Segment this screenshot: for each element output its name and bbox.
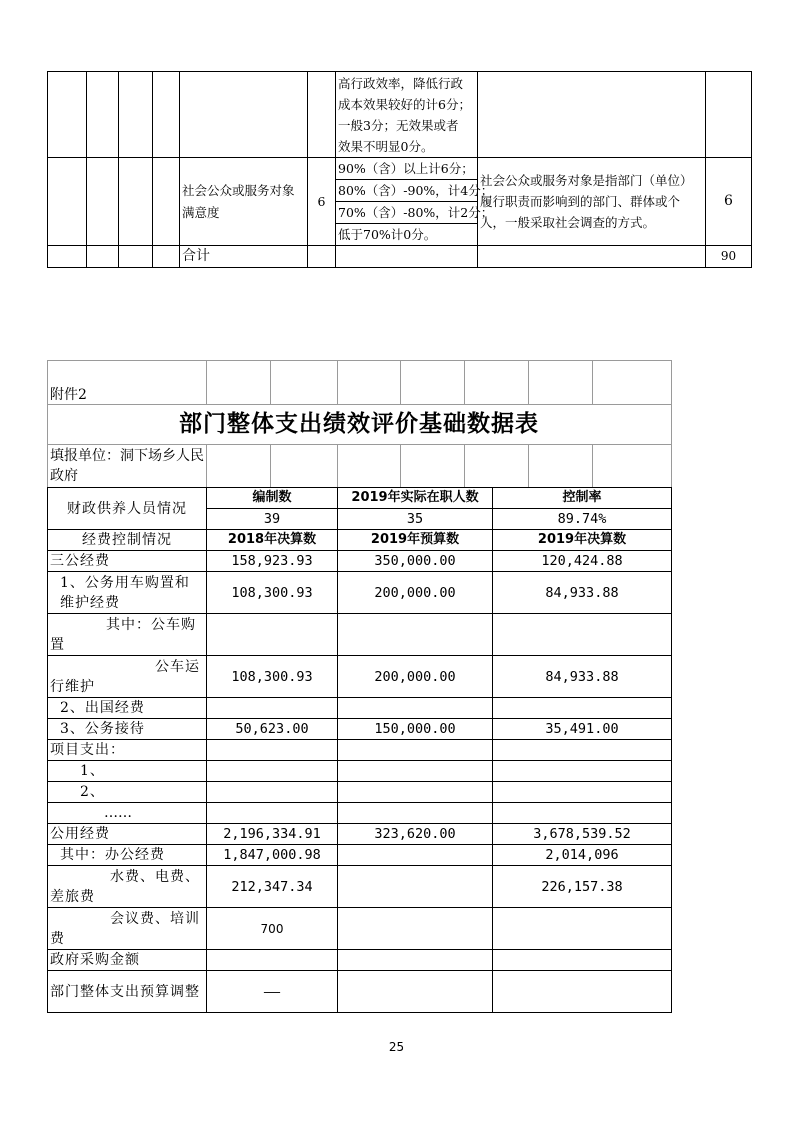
cell-2019-budget xyxy=(338,782,493,803)
row-label: 水费、电费、 差旅费 xyxy=(48,866,207,908)
table-row xyxy=(48,698,672,719)
row-label: 部门整体支出预算调整 xyxy=(48,971,207,1013)
cell-2019-final xyxy=(493,614,672,656)
indicator-name: 社会公众或服务对象满意度 xyxy=(180,158,308,246)
table-row xyxy=(48,971,672,1013)
cell-2019-final xyxy=(493,740,672,761)
expense-header-row xyxy=(48,530,672,551)
row-label: 1、 xyxy=(48,761,207,782)
cell-2018-final: 108,300.93 xyxy=(207,656,338,698)
row-label: 项目支出： xyxy=(48,740,207,761)
table-row xyxy=(48,782,672,803)
row-label: 公用经费 xyxy=(48,824,207,845)
staffing-header: 2019年实际在职人数 xyxy=(338,488,493,509)
cell-2019-final xyxy=(493,761,672,782)
cell-2019-budget xyxy=(338,845,493,866)
cell-2019-final: 226,157.38 xyxy=(493,866,672,908)
cell-2018-final xyxy=(207,614,338,656)
page-title: 部门整体支出绩效评价基础数据表 xyxy=(179,411,539,437)
filler-unit: 填报单位：洞下场乡人民政府 xyxy=(48,445,207,488)
table-row xyxy=(48,950,672,971)
table-row xyxy=(48,158,752,246)
cell-2019-budget xyxy=(338,740,493,761)
expense-label: 经费控制情况 xyxy=(48,530,207,551)
cell-2019-budget xyxy=(338,698,493,719)
table-row xyxy=(48,614,672,656)
cell-2018-final: 50,623.00 xyxy=(207,719,338,740)
column-header: 2018年决算数 xyxy=(207,530,338,551)
row-label: 三公经费 xyxy=(48,551,207,572)
cell-2018-final xyxy=(207,761,338,782)
indicator-weight: 6 xyxy=(308,158,336,246)
cell-2019-final: 35,491.00 xyxy=(493,719,672,740)
staffing-value: 89.74% xyxy=(493,509,672,530)
cell-2019-budget: 150,000.00 xyxy=(338,719,493,740)
total-score: 90 xyxy=(706,246,752,268)
row-label: 其中：公车购 置 xyxy=(48,614,207,656)
table-row xyxy=(48,908,672,950)
table-row xyxy=(48,824,672,845)
table-row xyxy=(48,551,672,572)
cell-2018-final: 212,347.34 xyxy=(207,866,338,908)
attachment-label: 附件2 xyxy=(48,361,207,405)
table-row xyxy=(48,72,752,158)
row-label: 2、 xyxy=(48,782,207,803)
staffing-label: 财政供养人员情况 xyxy=(48,488,207,530)
cell-2018-final: —— xyxy=(207,971,338,1013)
table-row xyxy=(48,572,672,614)
row-label: 3、公务接待 xyxy=(48,719,207,740)
cell-2019-budget: 200,000.00 xyxy=(338,572,493,614)
indicator-score: 6 xyxy=(706,158,752,246)
cell-2019-budget xyxy=(338,971,493,1013)
table-row xyxy=(48,656,672,698)
staffing-header: 编制数 xyxy=(207,488,338,509)
table-row xyxy=(48,719,672,740)
expenditure-data-table xyxy=(47,487,672,1013)
table-row xyxy=(48,761,672,782)
cell-2018-final xyxy=(207,803,338,824)
table-row xyxy=(48,866,672,908)
staffing-header: 控制率 xyxy=(493,488,672,509)
cell-2019-final xyxy=(493,971,672,1013)
staffing-header-row xyxy=(48,488,672,509)
cell-2019-final: 84,933.88 xyxy=(493,656,672,698)
column-header: 2019年预算数 xyxy=(338,530,493,551)
cell-2018-final xyxy=(207,782,338,803)
cell-2019-budget: 323,620.00 xyxy=(338,824,493,845)
column-header: 2019年决算数 xyxy=(493,530,672,551)
row-label: 2、出国经费 xyxy=(48,698,207,719)
cell-2018-final: 158,923.93 xyxy=(207,551,338,572)
row-label: …… xyxy=(48,803,207,824)
total-label: 合计 xyxy=(180,246,308,268)
cell-2019-final xyxy=(493,782,672,803)
cell-2018-final: 1,847,000.98 xyxy=(207,845,338,866)
table-row xyxy=(48,845,672,866)
cell-2019-budget xyxy=(338,761,493,782)
row-label: 会议费、培训 费 xyxy=(48,908,207,950)
row-label: 公车运 行维护 xyxy=(48,656,207,698)
criteria-cell: 高行政效率，降低行政 成本效果较好的计6分； 一般3分；无效果或者 效果不明显0分。 xyxy=(336,72,478,158)
cell-2018-final xyxy=(207,950,338,971)
table-row xyxy=(48,740,672,761)
cell-2019-final xyxy=(493,803,672,824)
indicator-description: 社会公众或服务对象是指部门（单位）履行职责而影响到的部门、群体或个人，一般采取社会调查的方式。 xyxy=(478,158,706,246)
cell-2019-budget xyxy=(338,950,493,971)
cell-2019-budget: 200,000.00 xyxy=(338,656,493,698)
total-row xyxy=(48,246,752,268)
row-label: 政府采购金额 xyxy=(48,950,207,971)
page-number: 25 xyxy=(388,1040,405,1054)
cell-2019-budget xyxy=(338,614,493,656)
cell-2019-budget: 350,000.00 xyxy=(338,551,493,572)
cell-2018-final: 700 xyxy=(207,908,338,950)
performance-indicator-table xyxy=(47,71,752,268)
cell-2019-budget xyxy=(338,908,493,950)
row-label: 其中：办公经费 xyxy=(48,845,207,866)
cell-2019-budget xyxy=(338,803,493,824)
cell-2019-final: 84,933.88 xyxy=(493,572,672,614)
staffing-value: 39 xyxy=(207,509,338,530)
cell-2019-final: 120,424.88 xyxy=(493,551,672,572)
table-row xyxy=(48,803,672,824)
cell-2019-budget xyxy=(338,866,493,908)
cell-2018-final: 2,196,334.91 xyxy=(207,824,338,845)
row-label: 1、公务用车购置和维护经费 xyxy=(48,572,207,614)
scoring-criteria: 90%（含）以上计6分； 80%（含）-90%，计4分； 70%（含）-80%，计2分； 低于70%计0分。 xyxy=(336,158,478,246)
cell-2018-final xyxy=(207,698,338,719)
cell-2018-final xyxy=(207,740,338,761)
cell-2019-final: 3,678,539.52 xyxy=(493,824,672,845)
cell-2019-final: 2,014,096 xyxy=(493,845,672,866)
cell-2018-final: 108,300.93 xyxy=(207,572,338,614)
cell-2019-final xyxy=(493,950,672,971)
cell-2019-final xyxy=(493,698,672,719)
staffing-value: 35 xyxy=(338,509,493,530)
cell-2019-final xyxy=(493,908,672,950)
